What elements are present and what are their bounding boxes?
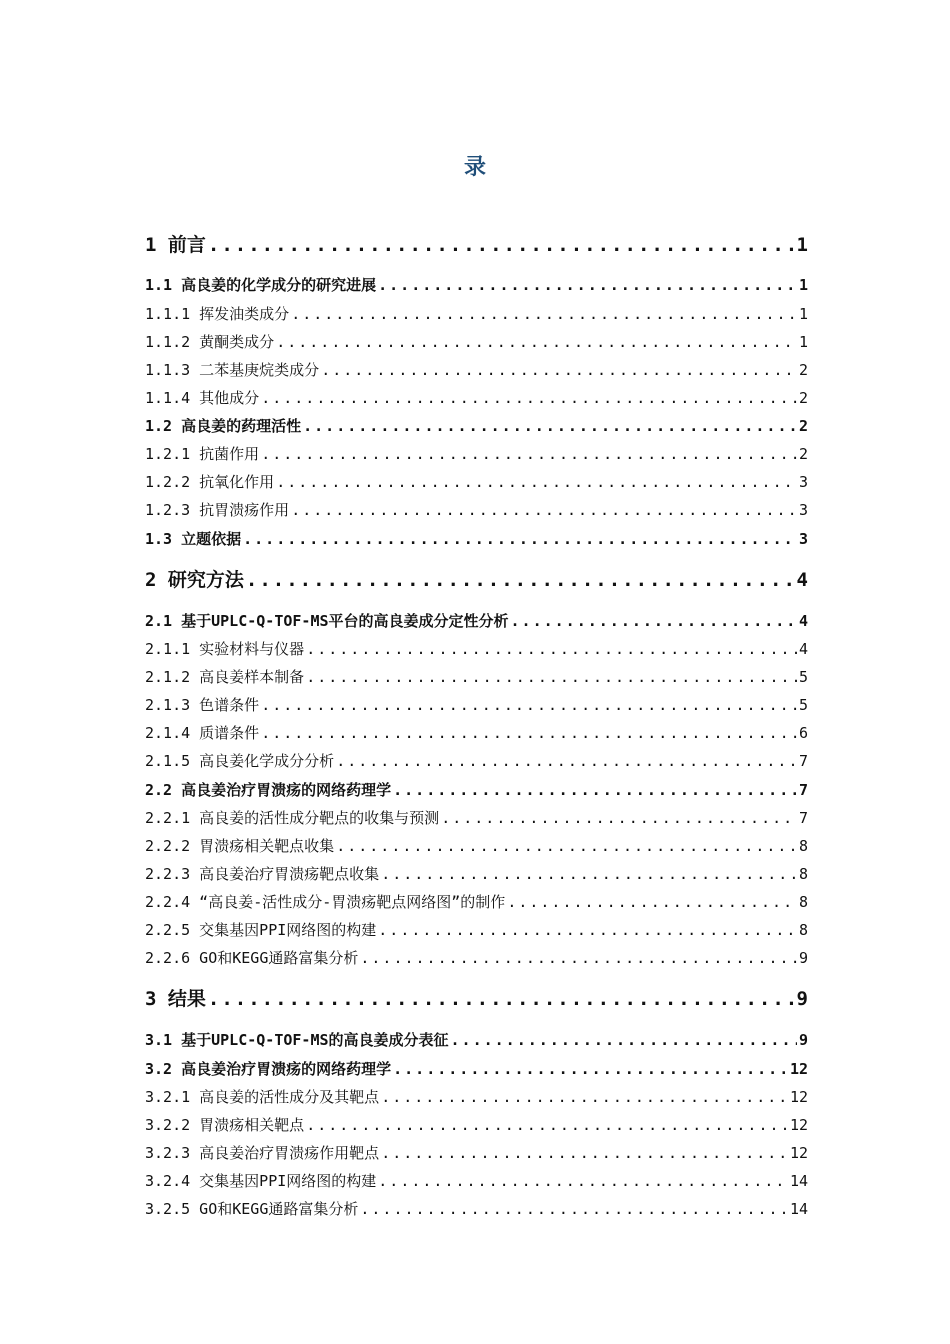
toc-entry[interactable]: [145, 1170, 808, 1192]
toc-leader-dots: [261, 694, 797, 716]
toc-entry-label: 3.2.3 高良姜治疗胃溃疡作用靶点: [145, 1144, 380, 1162]
toc-page-number: 2: [798, 445, 808, 463]
toc-entry-label: 2.1 基于UPLC-Q-TOF-MS平台的高良姜成分定性分析: [145, 612, 509, 630]
toc-entry[interactable]: [145, 722, 808, 744]
toc-leader-dots: [291, 303, 797, 325]
toc-entry-label: 2.2.4 “高良姜-活性成分-胃溃疡靶点网络图”的制作: [145, 893, 506, 911]
toc-leader-dots: [360, 947, 797, 969]
toc-leader-dots: [261, 387, 797, 409]
toc-leader-dots: [378, 1170, 788, 1192]
toc-entry-label: 3.2.1 高良姜的活性成分及其靶点: [145, 1088, 380, 1106]
toc-entry[interactable]: [145, 359, 808, 381]
toc-entry[interactable]: [145, 443, 808, 465]
toc-leader-dots: [243, 528, 797, 550]
toc-page-number: 2: [798, 417, 808, 435]
toc-entry[interactable]: [145, 750, 808, 772]
toc-entry-label: 3.2.2 胃溃疡相关靶点: [145, 1116, 305, 1134]
toc-entry-label: 1.2.3 抗胃溃疡作用: [145, 501, 290, 519]
toc-page-number: 9: [798, 949, 808, 967]
toc-entry-label: 1.2.2 抗氧化作用: [145, 473, 275, 491]
toc-entry[interactable]: [145, 666, 808, 688]
toc-entry-label: 2.1.4 质谱条件: [145, 724, 260, 742]
toc-entry-label: 2.2.6 GO和KEGG通路富集分析: [145, 949, 359, 967]
toc-leader-dots: [393, 1058, 788, 1080]
toc-page-number: 3: [798, 530, 808, 548]
toc-entry[interactable]: [145, 694, 808, 716]
toc-entry-label: 1.1 高良姜的化学成分的研究进展: [145, 276, 377, 294]
toc-page-number: 3: [798, 501, 808, 519]
toc-page-number: 14: [789, 1172, 808, 1190]
toc-page-number: 9: [796, 988, 808, 1010]
toc-leader-dots: [511, 610, 797, 632]
toc-page-number: 8: [798, 921, 808, 939]
toc-entry-label: 1.2.1 抗菌作用: [145, 445, 260, 463]
toc-leader-dots: [393, 779, 797, 801]
toc-entry-label: 1.1.2 黄酮类成分: [145, 333, 275, 351]
toc-entry-label: 2 研究方法: [145, 569, 244, 591]
toc-leader-dots: [246, 567, 795, 593]
toc-entry[interactable]: [145, 1198, 808, 1220]
toc-entry-label: 3.2 高良姜治疗胃溃疡的网络药理学: [145, 1060, 392, 1078]
toc-entry[interactable]: [145, 638, 808, 660]
toc-entry[interactable]: [145, 610, 808, 632]
toc-entry[interactable]: [145, 1114, 808, 1136]
toc-entry[interactable]: [145, 779, 808, 801]
toc-page-number: 12: [789, 1144, 808, 1162]
toc-entry-label: 2.2.1 高良姜的活性成分靶点的收集与预测: [145, 809, 440, 827]
toc-page-number: 5: [798, 668, 808, 686]
toc-page-number: 12: [789, 1060, 808, 1078]
toc-leader-dots: [276, 331, 797, 353]
toc-page-number: 6: [798, 724, 808, 742]
toc-entry[interactable]: [145, 891, 808, 913]
toc-leader-dots: [261, 722, 797, 744]
toc-entry-label: 3.2.4 交集基因PPI网络图的构建: [145, 1172, 377, 1190]
toc-page-number: 4: [796, 569, 808, 591]
toc-leader-dots: [336, 750, 797, 772]
toc-leader-dots: [381, 863, 797, 885]
toc-entry[interactable]: [145, 835, 808, 857]
toc-page-number: 14: [789, 1200, 808, 1218]
toc-entry-label: 3 结果: [145, 988, 206, 1010]
toc-entry-label: 3.2.5 GO和KEGG通路富集分析: [145, 1200, 359, 1218]
toc-entry[interactable]: [145, 471, 808, 493]
toc-entry[interactable]: [145, 807, 808, 829]
toc-leader-dots: [306, 1114, 788, 1136]
toc-heading: 录: [463, 155, 486, 180]
toc-entry[interactable]: [145, 919, 808, 941]
toc-page-number: 2: [798, 389, 808, 407]
toc-page-number: 8: [798, 837, 808, 855]
toc-entry[interactable]: [145, 1058, 808, 1080]
toc-leader-dots: [276, 471, 797, 493]
toc-entry[interactable]: [145, 232, 808, 258]
toc-page-number: 7: [798, 781, 808, 799]
toc-entry[interactable]: [145, 303, 808, 325]
toc-entry[interactable]: [145, 387, 808, 409]
toc-entry-label: 1 前言: [145, 234, 206, 256]
toc-entry-label: 2.2 高良姜治疗胃溃疡的网络药理学: [145, 781, 392, 799]
toc-leader-dots: [336, 835, 797, 857]
toc-entry[interactable]: [145, 947, 808, 969]
toc-page-number: 8: [798, 865, 808, 883]
toc-page-number: 4: [798, 612, 808, 630]
toc-entry-label: 2.1.1 实验材料与仪器: [145, 640, 305, 658]
toc-entry-label: 1.2 高良姜的药理活性: [145, 417, 302, 435]
toc-page-number: 9: [798, 1031, 808, 1049]
toc-page-number: 12: [789, 1116, 808, 1134]
toc-page-number: 2: [798, 361, 808, 379]
toc-entry[interactable]: [145, 274, 808, 296]
toc-entry-label: 2.1.3 色谱条件: [145, 696, 260, 714]
toc-entry[interactable]: [145, 863, 808, 885]
toc-leader-dots: [321, 359, 797, 381]
toc-leader-dots: [381, 1142, 788, 1164]
toc-page-number: 1: [798, 333, 808, 351]
toc-entry[interactable]: [145, 1086, 808, 1108]
toc-entry-label: 2.2.2 胃溃疡相关靶点收集: [145, 837, 335, 855]
toc-leader-dots: [378, 274, 797, 296]
toc-entry[interactable]: [145, 1142, 808, 1164]
toc-entry-label: 1.3 立题依据: [145, 530, 242, 548]
toc-entry-label: 2.1.5 高良姜化学成分分析: [145, 752, 335, 770]
toc-leader-dots: [306, 666, 797, 688]
toc-leader-dots: [507, 891, 797, 913]
toc-entry[interactable]: [145, 331, 808, 353]
toc-leader-dots: [306, 638, 797, 660]
toc-page-number: 8: [798, 893, 808, 911]
toc-page-number: 7: [798, 752, 808, 770]
toc-leader-dots: [360, 1198, 788, 1220]
toc-entry-label: 2.1.2 高良姜样本制备: [145, 668, 305, 686]
toc-leader-dots: [303, 415, 797, 437]
toc-entry-label: 2.2.5 交集基因PPI网络图的构建: [145, 921, 377, 939]
toc-leader-dots: [291, 499, 797, 521]
toc-leader-dots: [261, 443, 797, 465]
toc-page-number: 7: [798, 809, 808, 827]
toc-entry-label: 2.2.3 高良姜治疗胃溃疡靶点收集: [145, 865, 380, 883]
toc-leader-dots: [378, 919, 797, 941]
toc-page-number: 12: [789, 1088, 808, 1106]
toc-entry[interactable]: [145, 415, 808, 437]
toc-entry[interactable]: [145, 567, 808, 593]
toc-entry[interactable]: [145, 986, 808, 1012]
toc-page-number: 1: [798, 305, 808, 323]
toc-page-number: 4: [798, 640, 808, 658]
toc-entry[interactable]: [145, 499, 808, 521]
toc-entry-label: 1.1.4 其他成分: [145, 389, 260, 407]
toc-leader-dots: [208, 986, 795, 1012]
toc-entry-label: 1.1.3 二苯基庚烷类成分: [145, 361, 320, 379]
toc-page-number: 1: [796, 234, 808, 256]
toc-leader-dots: [441, 807, 797, 829]
toc-entry[interactable]: [145, 528, 808, 550]
toc-page-number: 1: [798, 276, 808, 294]
toc-leader-dots: [451, 1029, 797, 1051]
toc-leader-dots: [208, 232, 795, 258]
toc-entry-label: 1.1.1 挥发油类成分: [145, 305, 290, 323]
toc-page-number: 5: [798, 696, 808, 714]
toc-entry[interactable]: [145, 1029, 808, 1051]
toc-leader-dots: [381, 1086, 788, 1108]
toc-page-number: 3: [798, 473, 808, 491]
toc-entry-label: 3.1 基于UPLC-Q-TOF-MS的高良姜成分表征: [145, 1031, 449, 1049]
